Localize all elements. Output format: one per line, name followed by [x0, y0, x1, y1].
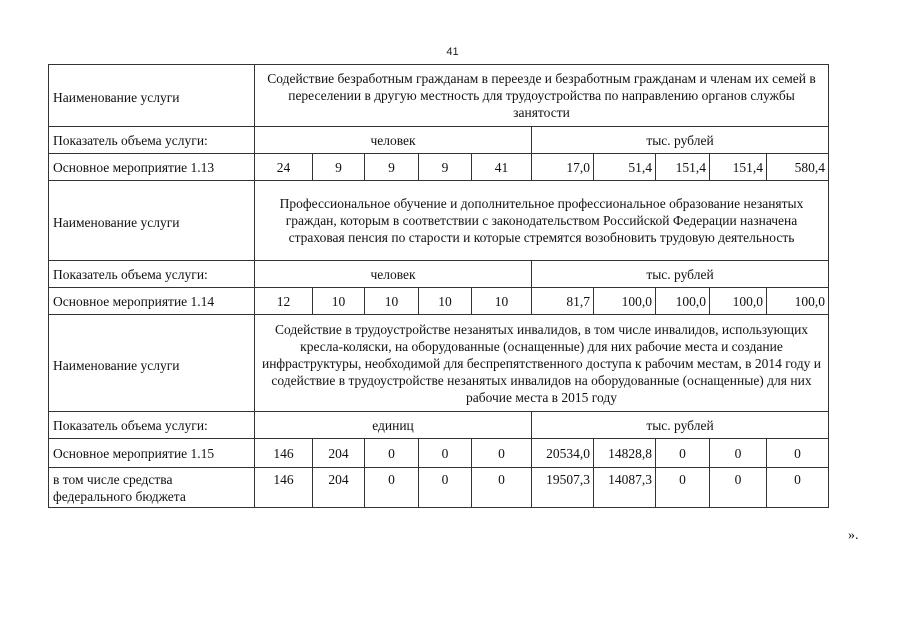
services-table [48, 64, 829, 508]
value-cell: 20534,0 [532, 439, 594, 468]
value-cell: 151,4 [710, 154, 767, 181]
service-name-label: Наименование услуги [49, 315, 255, 412]
value-cell: 100,0 [767, 288, 829, 315]
page-number: 41 [446, 46, 459, 58]
service-name-label: Наименование услуги [49, 65, 255, 127]
value-cell: 9 [365, 154, 419, 181]
value-cell: 19507,3 [532, 468, 594, 508]
value-cell: 146 [255, 468, 313, 508]
indicator-row [49, 261, 829, 288]
value-cell: 0 [472, 468, 532, 508]
table-row [49, 439, 829, 468]
value-cell: 10 [419, 288, 472, 315]
indicator-label: Показатель объема услуги: [49, 127, 255, 154]
unit-units: единиц [255, 412, 532, 439]
value-cell: 100,0 [710, 288, 767, 315]
value-cell: 41 [472, 154, 532, 181]
unit-rubles: тыс. рублей [532, 412, 829, 439]
service-name-row [49, 181, 829, 261]
value-cell: 204 [313, 468, 365, 508]
table-row [49, 468, 829, 508]
value-cell: 0 [419, 439, 472, 468]
value-cell: 24 [255, 154, 313, 181]
value-cell: 0 [365, 439, 419, 468]
value-cell: 10 [365, 288, 419, 315]
service-name-row [49, 65, 829, 127]
value-cell: 580,4 [767, 154, 829, 181]
table-row [49, 154, 829, 181]
value-cell: 10 [472, 288, 532, 315]
indicator-label: Показатель объема услуги: [49, 261, 255, 288]
value-cell: 0 [767, 468, 829, 508]
unit-persons: человек [255, 127, 532, 154]
table-row [49, 288, 829, 315]
value-cell: 0 [365, 468, 419, 508]
value-cell: 9 [419, 154, 472, 181]
indicator-label: Показатель объема услуги: [49, 412, 255, 439]
unit-persons: человек [255, 261, 532, 288]
value-cell: 14828,8 [594, 439, 656, 468]
row-label: Основное мероприятие 1.14 [49, 288, 255, 315]
value-cell: 51,4 [594, 154, 656, 181]
service-name-text: Содействие безработным гражданам в переезде и безработным гражданам и членам их семей в переселении в другую местность для трудоустройства по направлению органов службы занятости [255, 65, 829, 127]
unit-rubles: тыс. рублей [532, 261, 829, 288]
indicator-row [49, 412, 829, 439]
value-cell: 151,4 [656, 154, 710, 181]
row-label: Основное мероприятие 1.13 [49, 154, 255, 181]
value-cell: 12 [255, 288, 313, 315]
unit-rubles: тыс. рублей [532, 127, 829, 154]
value-cell: 81,7 [532, 288, 594, 315]
service-name-text: Профессиональное обучение и дополнительное профессиональное образование незанятых граждан, которым в соответствии с законодательством Российской Федерации назначена страховая пенсия по старости и которые стремятся возобновить трудовую деятельность [255, 181, 829, 261]
row-label: в том числе средства федерального бюджета [49, 468, 255, 508]
service-name-label: Наименование услуги [49, 181, 255, 261]
value-cell: 0 [710, 468, 767, 508]
value-cell: 0 [656, 439, 710, 468]
value-cell: 0 [419, 468, 472, 508]
service-name-row [49, 315, 829, 412]
value-cell: 100,0 [594, 288, 656, 315]
service-name-text: Содействие в трудоустройстве незанятых инвалидов, в том числе инвалидов, использующих кресла-коляски, на оборудованные (оснащенные) для них рабочие места и создание инфраструктуры, необходимой для беспрепятственного доступа к рабочим местам, в 2014 году и содействие в трудоустройстве незанятых инвалидов на оборудованные (оснащенные) для них рабочие места в 2015 году [255, 315, 829, 412]
value-cell: 9 [313, 154, 365, 181]
value-cell: 0 [767, 439, 829, 468]
row-label: Основное мероприятие 1.15 [49, 439, 255, 468]
value-cell: 14087,3 [594, 468, 656, 508]
value-cell: 10 [313, 288, 365, 315]
value-cell: 146 [255, 439, 313, 468]
closing-quote: ». [848, 528, 859, 543]
value-cell: 0 [472, 439, 532, 468]
value-cell: 0 [656, 468, 710, 508]
value-cell: 204 [313, 439, 365, 468]
value-cell: 100,0 [656, 288, 710, 315]
value-cell: 17,0 [532, 154, 594, 181]
value-cell: 0 [710, 439, 767, 468]
indicator-row [49, 127, 829, 154]
